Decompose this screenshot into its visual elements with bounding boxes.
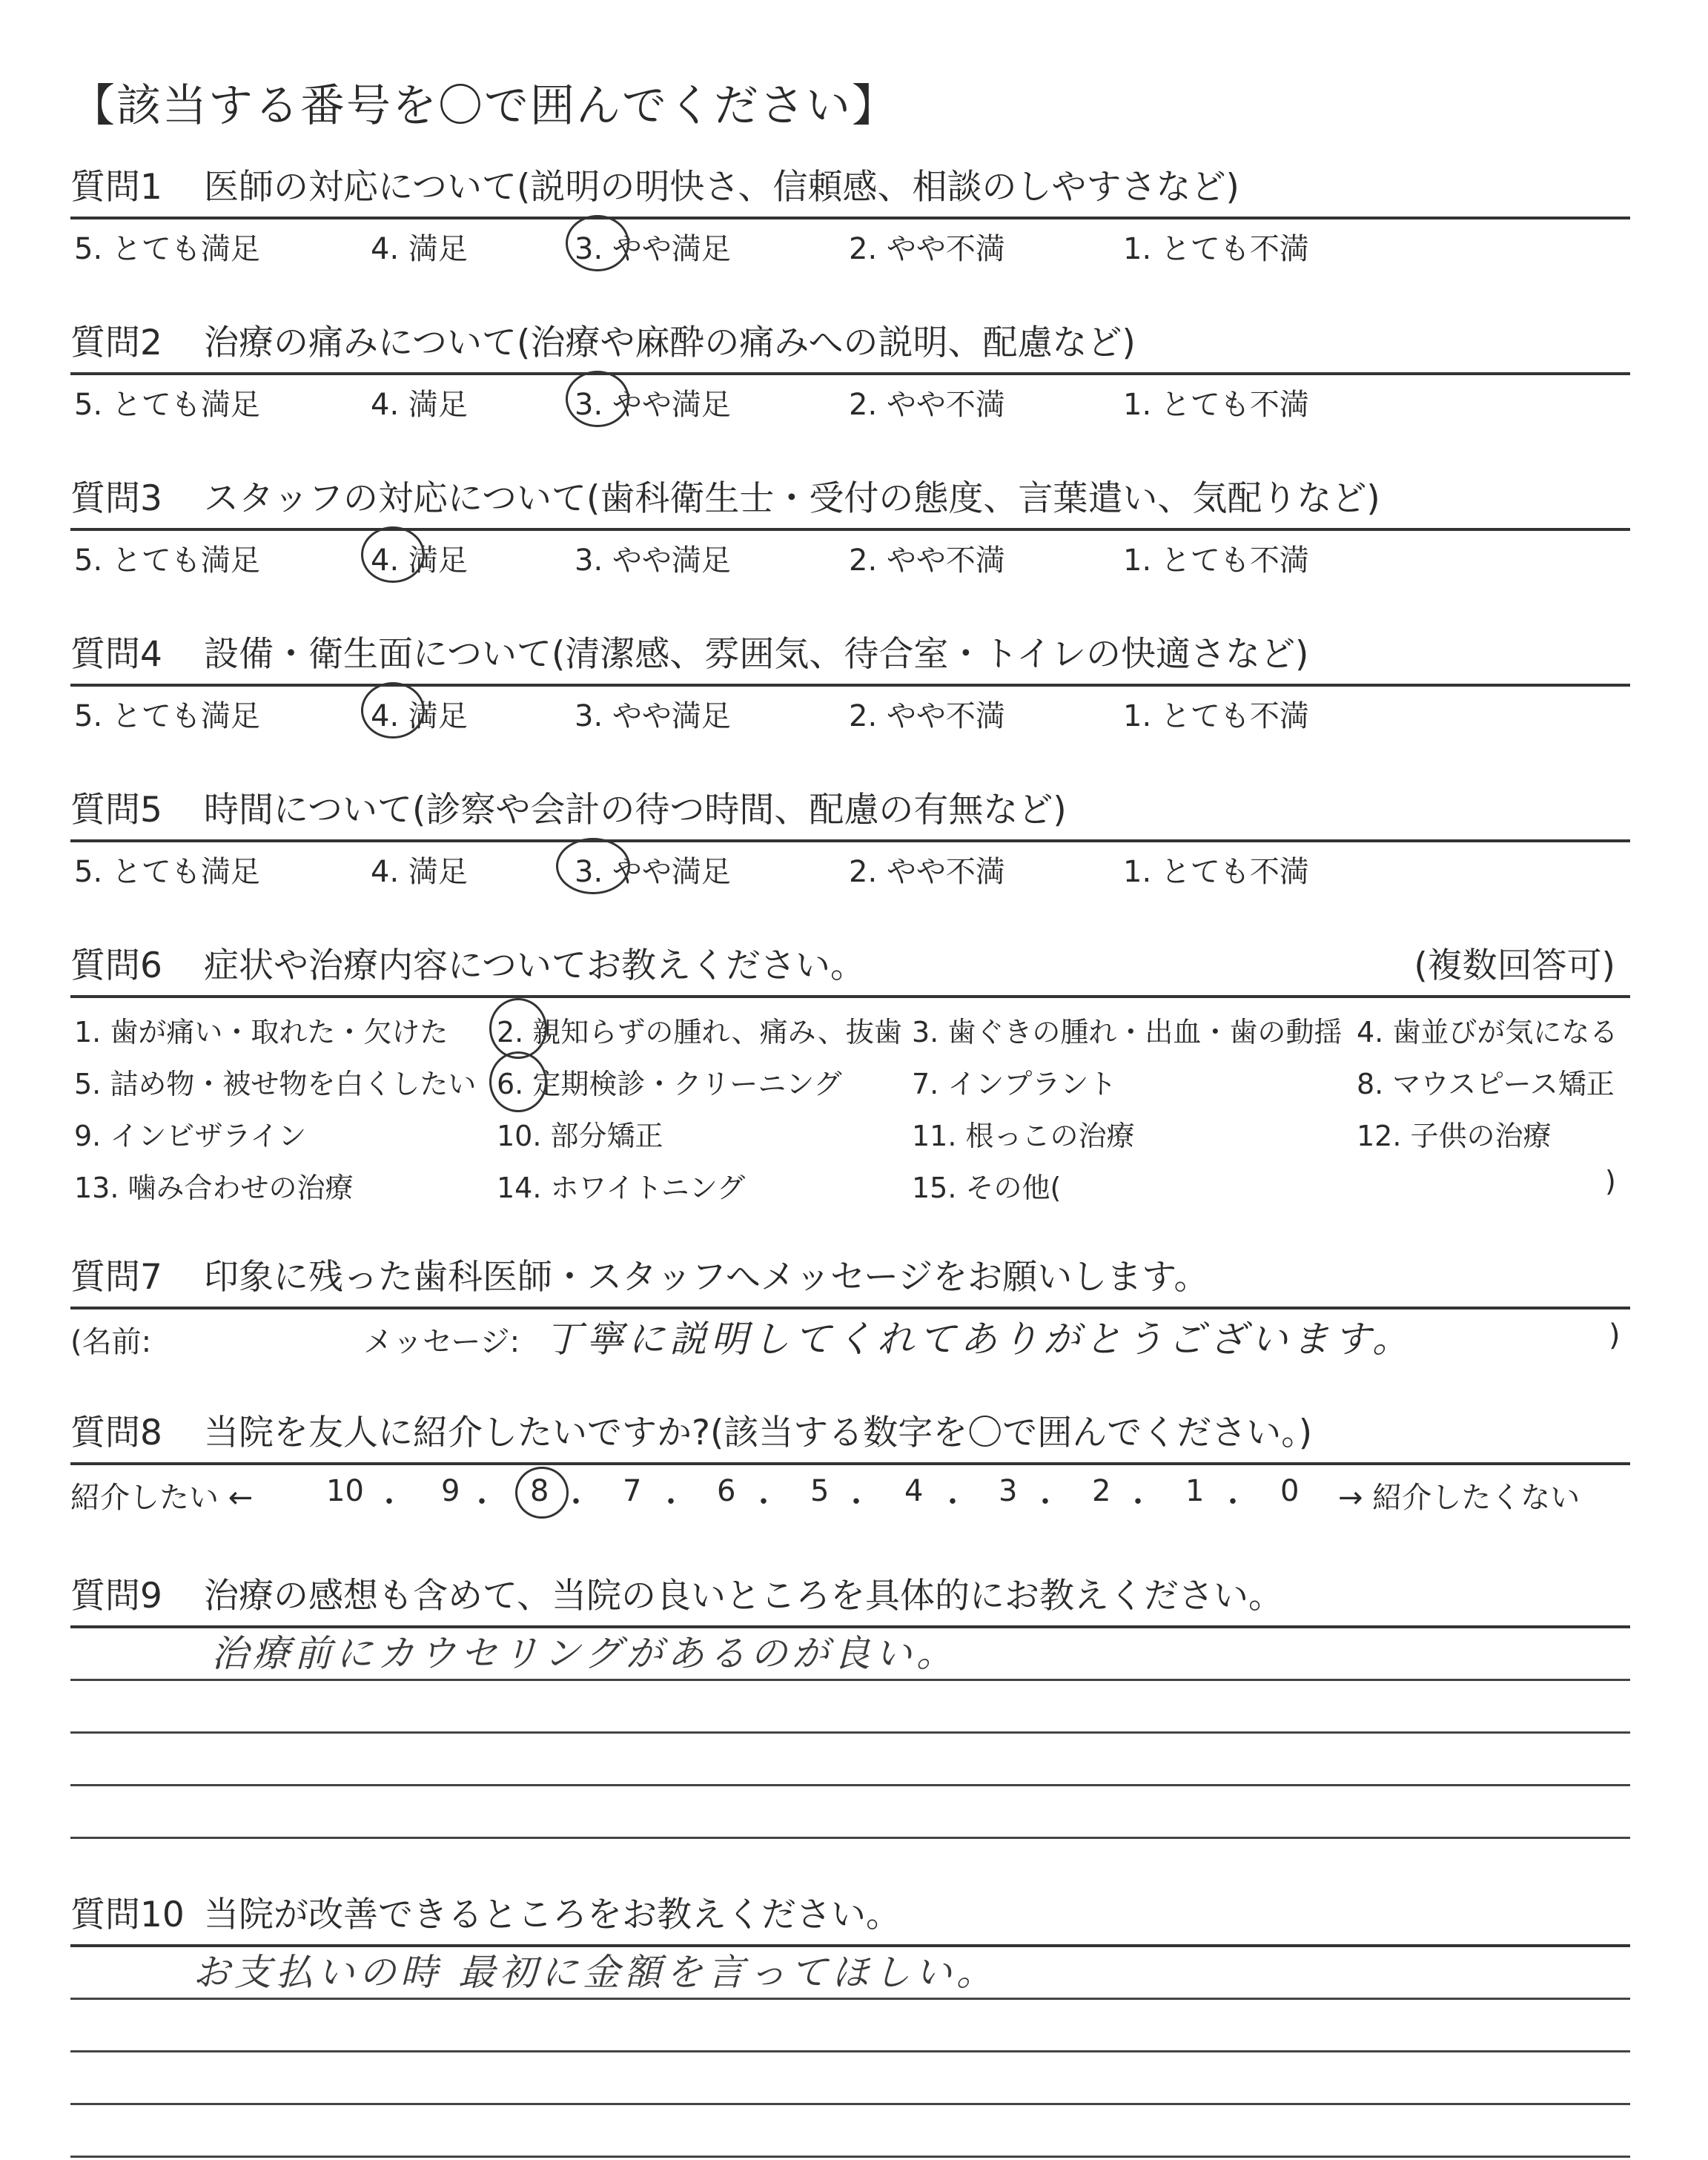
treatment-option[interactable]: 9. インビザライン xyxy=(74,1120,307,1152)
treatment-option[interactable]: 14. ホワイトニング xyxy=(497,1172,746,1204)
answer-line[interactable] xyxy=(70,1947,1630,2000)
treatment-option[interactable]: 10. 部分矯正 xyxy=(497,1120,663,1152)
rating-option-2[interactable]: 2. やや不満 xyxy=(849,544,1005,578)
question-2 xyxy=(70,304,1630,427)
rating-option-4[interactable]: 4. 満足 xyxy=(371,699,468,733)
rating-option-1[interactable]: 1. とても不満 xyxy=(1123,232,1309,266)
answer-line[interactable] xyxy=(70,1734,1630,1786)
rating-option-4[interactable]: 4. 満足 xyxy=(371,388,468,422)
question-label: 質問2 xyxy=(70,323,162,363)
question-3 xyxy=(70,460,1630,583)
rating-options xyxy=(70,219,1630,271)
rating-option-5[interactable]: 5. とても満足 xyxy=(74,388,260,422)
rating-option-3[interactable]: 3. やや満足 xyxy=(575,699,731,733)
scale-value[interactable]: 9 xyxy=(441,1474,460,1508)
scale-value[interactable]: 10 xyxy=(326,1474,364,1508)
question-8 xyxy=(70,1394,1630,1522)
rating-options xyxy=(70,531,1630,583)
question-label: 質問10 xyxy=(70,1895,185,1935)
rating-option-1[interactable]: 1. とても不満 xyxy=(1123,388,1309,422)
selection-circle xyxy=(489,1051,547,1112)
treatment-option[interactable]: 5. 詰め物・被せ物を白くしたい xyxy=(74,1068,477,1100)
message-row xyxy=(70,1309,1630,1369)
treatment-option[interactable]: 11. 根っこの治療 xyxy=(912,1120,1135,1152)
rating-option-5[interactable]: 5. とても満足 xyxy=(74,544,260,578)
question-1 xyxy=(70,148,1630,271)
scale-value[interactable]: 2 xyxy=(1092,1474,1111,1508)
selection-circle xyxy=(556,838,630,894)
message-label: メッセージ: xyxy=(363,1325,520,1359)
rating-option-3[interactable]: 3. やや満足 xyxy=(575,855,731,889)
handwritten-answer: お支払いの時 最初に金額を言ってほしい。 xyxy=(193,1951,998,1994)
scale-value[interactable]: 3 xyxy=(999,1474,1018,1508)
treatment-option[interactable]: 8. マウスピース矯正 xyxy=(1357,1068,1615,1100)
question-text: 時間について(診察や会計の待つ時間、配慮の有無など) xyxy=(204,790,1067,830)
treatment-option[interactable]: 3. 歯ぐきの腫れ・出血・歯の動揺 xyxy=(912,1016,1343,1048)
message-close-paren: ) xyxy=(1609,1318,1621,1353)
rating-option-1[interactable]: 1. とても不満 xyxy=(1123,699,1309,733)
question-header xyxy=(70,927,1630,998)
question-5 xyxy=(70,771,1630,894)
selection-circle xyxy=(566,215,629,271)
question-text: スタッフの対応について(歯科衛生士・受付の態度、言葉遣い、気配りなど) xyxy=(204,478,1380,519)
question-10 xyxy=(70,1876,1630,2158)
rating-option-5[interactable]: 5. とても満足 xyxy=(74,232,260,266)
scale-value[interactable]: 0 xyxy=(1280,1474,1300,1508)
question-text: 当院が改善できるところをお教えください。 xyxy=(204,1895,901,1935)
question-text: 治療の感想も含めて、当院の良いところを具体的にお教えください。 xyxy=(204,1576,1284,1616)
question-text: 治療の痛みについて(治療や麻酔の痛みへの説明、配慮など) xyxy=(204,323,1136,363)
rating-options xyxy=(70,842,1630,894)
rating-option-2[interactable]: 2. やや不満 xyxy=(849,388,1005,422)
question-header xyxy=(70,1876,1630,1947)
question-header xyxy=(70,615,1630,687)
treatment-option[interactable]: 1. 歯が痛い・取れた・欠けた xyxy=(74,1016,448,1048)
handwritten-answer: 治療前にカウセリングがあるのが良い。 xyxy=(211,1632,958,1675)
selection-circle xyxy=(489,998,547,1059)
rating-options xyxy=(70,687,1630,739)
question-header xyxy=(70,148,1630,219)
scale-left-label: 紹介したい ← xyxy=(70,1481,254,1515)
treatment-option[interactable]: 6. 定期検診・クリーニング xyxy=(497,1068,842,1100)
scale-value[interactable]: 4 xyxy=(904,1474,924,1508)
page-title: 【該当する番号を〇で囲んでください】 xyxy=(70,80,898,132)
question-7 xyxy=(70,1238,1630,1369)
answer-line[interactable] xyxy=(70,1786,1630,1839)
scale-value[interactable]: 5 xyxy=(810,1474,830,1508)
selection-circle xyxy=(361,682,425,739)
treatment-options xyxy=(70,998,1630,1213)
rating-option-4[interactable]: 4. 満足 xyxy=(371,232,468,266)
question-header xyxy=(70,771,1630,842)
question-header xyxy=(70,460,1630,531)
question-text: 当院を友人に紹介したいですか?(該当する数字を〇で囲んでください。) xyxy=(204,1413,1313,1453)
scale-value[interactable]: 8 xyxy=(530,1474,549,1508)
treatment-option[interactable]: 12. 子供の治療 xyxy=(1357,1120,1552,1152)
question-text: 設備・衛生面について(清潔感、雰囲気、待合室・トイレの快適さなど) xyxy=(204,634,1309,675)
treatment-option[interactable]: 7. インプラント xyxy=(912,1068,1117,1100)
name-label: (名前: xyxy=(70,1325,152,1359)
rating-option-3[interactable]: 3. やや満足 xyxy=(575,544,731,578)
question-label: 質問4 xyxy=(70,634,162,675)
question-text: 印象に残った歯科医師・スタッフへメッセージをお願いします。 xyxy=(204,1257,1209,1298)
answer-line[interactable] xyxy=(70,2052,1630,2105)
rating-option-2[interactable]: 2. やや不満 xyxy=(849,232,1005,266)
answer-line[interactable] xyxy=(70,1628,1630,1681)
question-header xyxy=(70,304,1630,375)
question-text: 症状や治療内容についてお教えください。 xyxy=(204,945,866,986)
rating-option-5[interactable]: 5. とても満足 xyxy=(74,699,260,733)
question-header xyxy=(70,1394,1630,1465)
rating-option-1[interactable]: 1. とても不満 xyxy=(1123,855,1309,889)
rating-option-3[interactable]: 3. やや満足 xyxy=(575,232,731,266)
question-9 xyxy=(70,1557,1630,1839)
treatment-option[interactable]: 4. 歯並びが気になる xyxy=(1357,1016,1618,1048)
other-close-paren: ) xyxy=(1605,1165,1616,1198)
multiple-answers-note: (複数回答可) xyxy=(1414,945,1615,986)
scale-value[interactable]: 1 xyxy=(1185,1474,1205,1508)
rating-option-2[interactable]: 2. やや不満 xyxy=(849,699,1005,733)
question-label: 質問9 xyxy=(70,1576,162,1616)
treatment-option[interactable]: 13. 噛み合わせの治療 xyxy=(74,1172,354,1204)
question-label: 質問8 xyxy=(70,1413,162,1453)
selection-circle xyxy=(566,371,629,427)
question-label: 質問1 xyxy=(70,167,162,208)
question-header xyxy=(70,1557,1630,1628)
selection-circle xyxy=(361,526,425,583)
message-answer[interactable]: 丁寧に説明してくれてありがとうございます。 xyxy=(545,1318,1414,1361)
question-4 xyxy=(70,615,1630,739)
question-label: 質問7 xyxy=(70,1257,162,1298)
selection-circle xyxy=(515,1467,569,1519)
treatment-option[interactable]: 15. その他( xyxy=(912,1172,1062,1204)
rating-option-4[interactable]: 4. 満足 xyxy=(371,544,468,578)
rating-options xyxy=(70,375,1630,427)
question-label: 質問5 xyxy=(70,790,162,830)
rating-option-2[interactable]: 2. やや不満 xyxy=(849,855,1005,889)
question-label: 質問3 xyxy=(70,478,162,519)
answer-line[interactable] xyxy=(70,1681,1630,1734)
answer-line[interactable] xyxy=(70,2105,1630,2158)
scale-right-label: → 紹介したくない xyxy=(1338,1481,1580,1515)
question-header xyxy=(70,1238,1630,1309)
answer-line[interactable] xyxy=(70,2000,1630,2052)
treatment-option[interactable]: 2. 親知らずの腫れ、痛み、抜歯 xyxy=(497,1016,902,1048)
rating-option-5[interactable]: 5. とても満足 xyxy=(74,855,260,889)
question-text: 医師の対応について(説明の明快さ、信頼感、相談のしやすさなど) xyxy=(204,167,1239,208)
scale-value[interactable]: 6 xyxy=(717,1474,736,1508)
question-label: 質問6 xyxy=(70,945,162,986)
rating-option-1[interactable]: 1. とても不満 xyxy=(1123,544,1309,578)
recommend-scale: 紹介したい ← 10 9 8 7 6 5 4 3 2 1 0 → 紹介したくない ・ ・ ・ ・ ・ ・ ・ ・ ・ ・ xyxy=(70,1465,1630,1522)
scale-value[interactable]: 7 xyxy=(623,1474,642,1508)
rating-option-4[interactable]: 4. 満足 xyxy=(371,855,468,889)
rating-option-3[interactable]: 3. やや満足 xyxy=(575,388,731,422)
question-6 xyxy=(70,927,1630,1213)
